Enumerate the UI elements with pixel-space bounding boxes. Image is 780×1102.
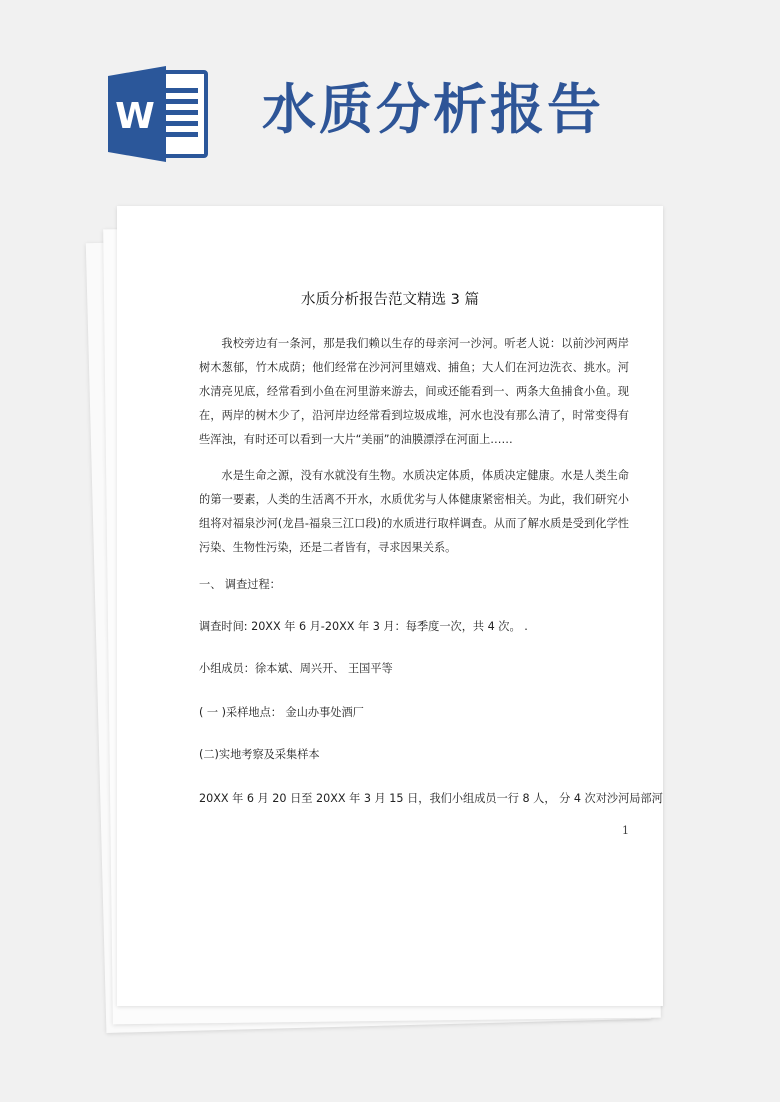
paragraph-3: 20XX 年 6 月 20 日至 20XX 年 3 月 15 日，我们小组成员一行 8 人， 分 4 次对沙河局部河	[199, 792, 663, 805]
subsection-sampling-site: ( 一 )采样地点： 金山办事处酒厂	[199, 706, 364, 719]
logo-letter: W	[115, 96, 155, 137]
section-heading: 一、 调查过程：	[199, 578, 281, 591]
page-title: 水质分析报告	[262, 78, 604, 141]
page-number: 1	[622, 824, 629, 837]
word-logo-icon	[108, 66, 208, 162]
document-title: 水质分析报告范文精选 3 篇	[301, 292, 479, 308]
paragraph-2: 水是生命之源，没有水就没有生物。水质决定体质，体质决定健康。水是人类生命的第一要素，人类的生活离不开水，水质优劣与人体健康紧密相关。为此，我们研究小组将对福泉沙河(龙昌-福泉三江口段)的水质进行取样调查。从而了解水质是受到化学性污染、生物性污染，还是二者皆有，寻求因果关系。	[199, 469, 629, 554]
paragraph-1: 我校旁边有一条河，那是我们赖以生存的母亲河一沙河。听老人说：以前沙河两岸树木葱郁，竹木成荫；他们经常在沙河河里嬉戏、捕鱼；大人们在河边洗衣、挑水。河水清亮见底，经常看到小鱼在河里游来游去，间或还能看到一、两条大鱼捕食小鱼。现在，两岸的树木少了，沿河岸边经常看到垃圾成堆，河水也没有那么清了，时常变得有些浑浊，有时还可以看到一大片“美丽”的油膜漂浮在河面上……	[199, 337, 629, 446]
subsection-field-survey: (二)实地考察及采集样本	[199, 748, 320, 761]
document-page	[117, 206, 663, 1006]
group-members: 小组成员：徐本斌、周兴开、 王国平等	[199, 662, 393, 675]
survey-time: 调查时间: 20XX 年 6 月-20XX 年 3 月：每季度一次，共 4 次。 .	[199, 620, 528, 633]
